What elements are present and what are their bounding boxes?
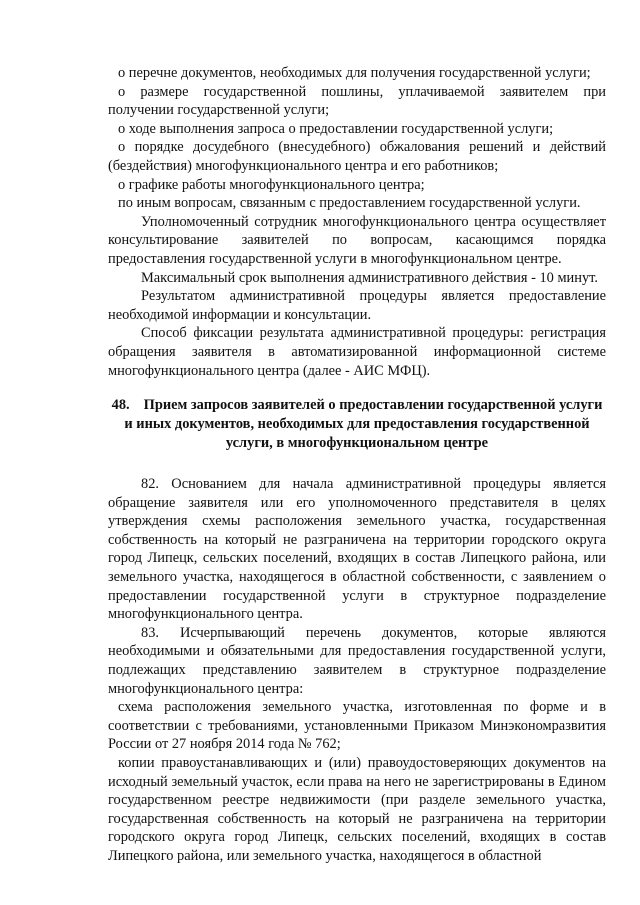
paragraph: о ходе выполнения запроса о предоставлении государственной услуги; — [118, 120, 554, 137]
paragraph: о графике работы многофункционального центра; — [118, 176, 425, 193]
paragraph: Способ фиксации результата административной процедуры: регистрация обращения заявителя в автоматизированной информационной системе многофункционального центра (далее - АИС МФЦ). — [108, 325, 606, 379]
info-list — [108, 64, 606, 380]
procedure-paragraphs — [108, 475, 606, 865]
paragraph: 82. Основанием для начала административной процедуры является обращение заявителя или его уполномоченного представителя в целях утверждения схемы расположения земельного участка, государственная собственность на который не разграничена на территории городского округа город Липецк, сельских поселений, входящих в состав Липецкого района, или земельного участка, находящегося в областной собственности, с заявлением о предоставлении государственной услуги в структурное подразделение многофункционального центра. — [108, 476, 606, 623]
paragraph: о порядке досудебного (внесудебного) обжалования решений и действий (бездействия) многофункционального центра и его работников; — [108, 139, 606, 174]
paragraph: по иным вопросам, связанным с предоставлением государственной услуги. — [118, 195, 581, 212]
section-heading — [108, 396, 606, 453]
paragraph: о размере государственной пошлины, уплачиваемой заявителем при получении государственной услуги; — [108, 83, 606, 119]
paragraph: Результатом административной процедуры является предоставление необходимой информации и консультации. — [108, 288, 606, 323]
paragraph: о перечне документов, необходимых для получения государственной услуги; — [118, 65, 591, 81]
paragraph: копии правоустанавливающих и (или) правоудостоверяющих документов на исходный земельный участок, если права на него не зарегистрированы в Едином государственном реестре недвижимости (при разделе земельного участка, государственная собственность на который не разграничена на территории городского округа город Липецк, сельских поселений, входящих в состав Липецкого района, или земельного участка, находящегося в областной — [108, 755, 606, 864]
paragraph: Максимальный срок выполнения административного действия - 10 минут. — [141, 269, 598, 286]
paragraph: 83. Исчерпывающий перечень документов, которые являются необходимыми и обязательными для предоставления государственной услуги, подлежащих представлению заявителем в структурное подразделение многофункционального центра: — [108, 624, 606, 697]
section-number: 48. — [111, 397, 130, 414]
section-title: Прием запросов заявителей о предоставлении государственной услуги и иных документов, необходимых для предоставления государственной услуги, в многофункциональном центре — [124, 397, 603, 452]
document-body — [108, 64, 606, 866]
paragraph: Уполномоченный сотрудник многофункционального центра осуществляет консультирование заявителей по вопросам, касающимся порядка предоставления государственной услуги в многофункциональном центре. — [108, 213, 606, 267]
paragraph: схема расположения земельного участка, изготовленная по форме и в соответствии с требованиями, установленными Приказом Минэкономразвития России от 27 ноября 2014 года № 762; — [108, 699, 606, 753]
